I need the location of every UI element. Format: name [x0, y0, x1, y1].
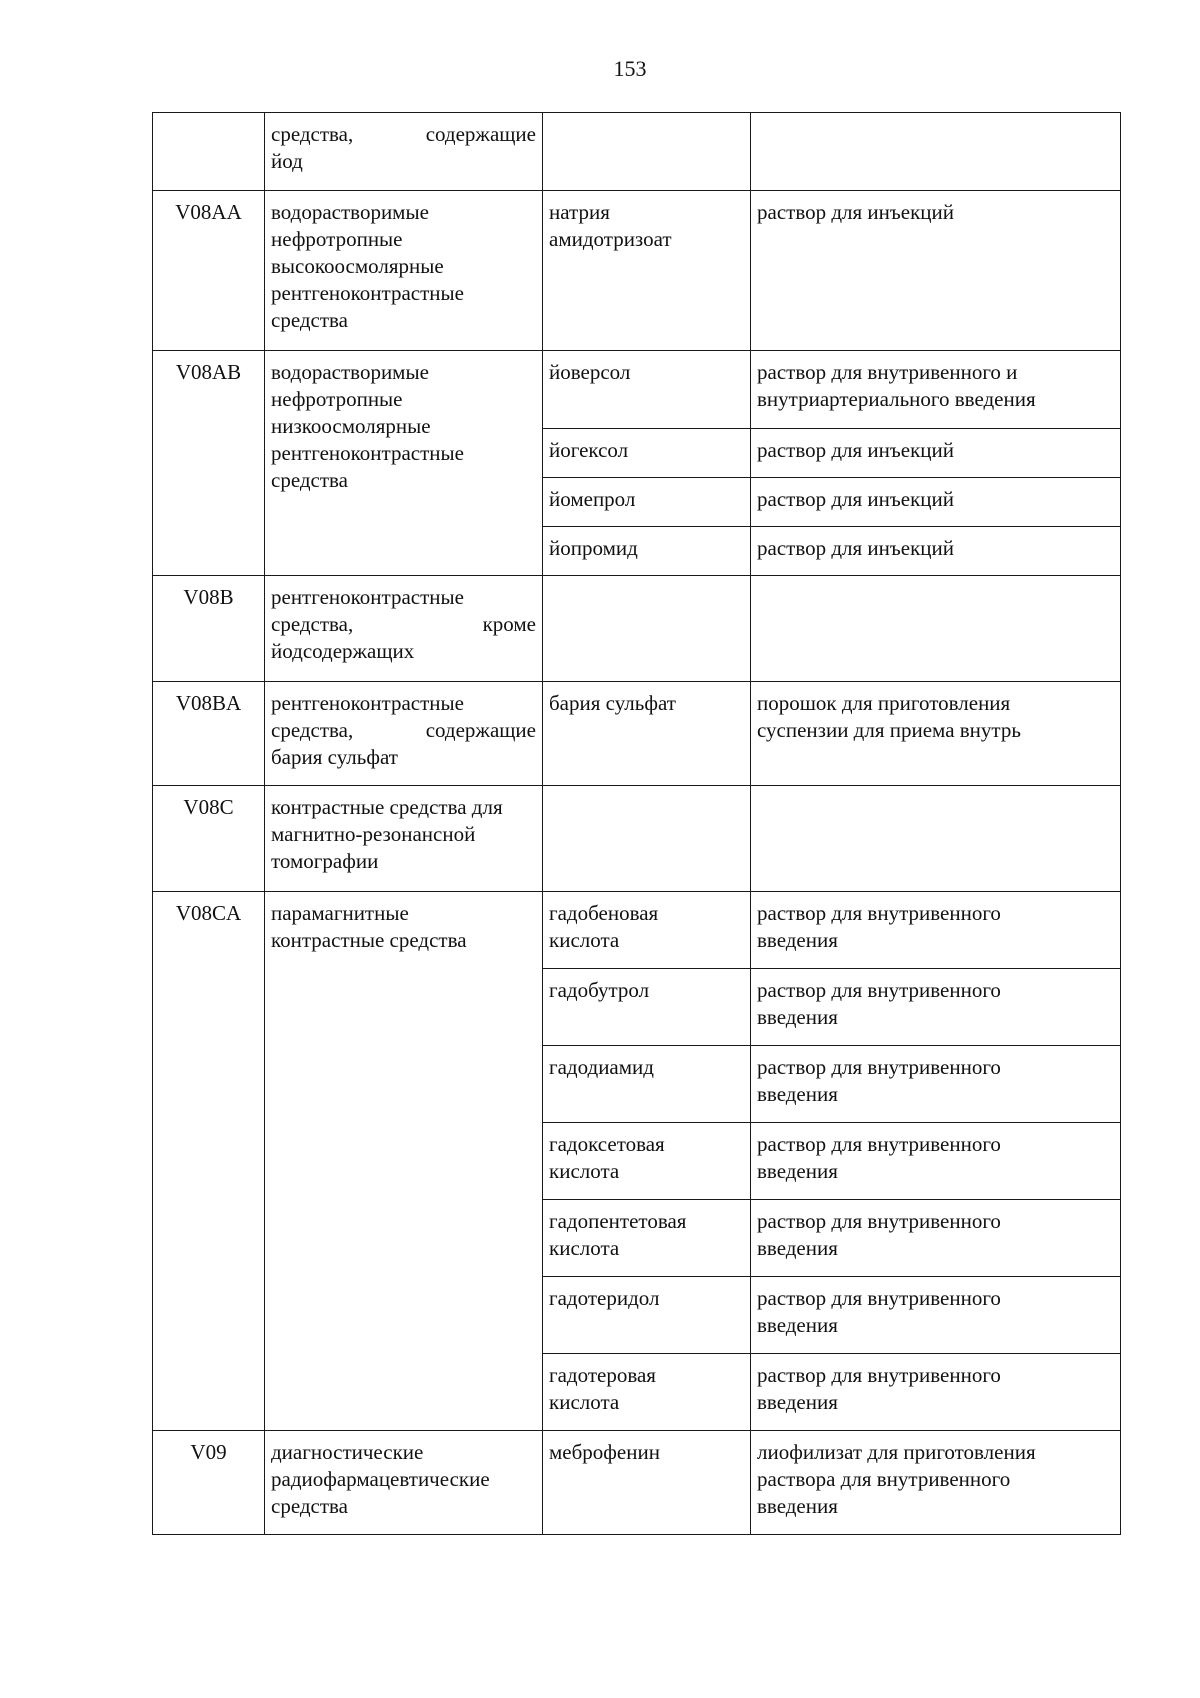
desc-line: водорастворимые [271, 360, 429, 384]
group-description-cell [265, 576, 543, 682]
form-line: внутриартериального введения [757, 387, 1036, 411]
name-line: кислота [549, 928, 620, 952]
drug-name-cell [543, 786, 751, 892]
drug-name-cell: йоверсол [543, 351, 751, 429]
drug-name-cell: йомепрол [543, 478, 751, 527]
desc-line: средства, содержащие [271, 122, 536, 146]
form-line: введения [757, 928, 838, 952]
form-line: введения [757, 1082, 838, 1106]
dosage-form-cell [751, 786, 1121, 892]
desc-line: йод [271, 149, 303, 173]
name-line: гадобеновая [549, 901, 659, 925]
form-line: введения [757, 1313, 838, 1337]
atc-code-cell: V08AB [153, 351, 265, 576]
form-line: раствор для внутривенного [757, 1363, 1001, 1387]
desc-line: диагностические [271, 1440, 424, 1464]
desc-line: средства, содержащие [271, 718, 536, 742]
group-description-cell [265, 682, 543, 786]
desc-line: бария сульфат [271, 745, 398, 769]
dosage-form-cell [751, 1123, 1121, 1200]
name-line: гадодиамид [549, 1055, 654, 1079]
table-row [153, 682, 1121, 786]
atc-code-cell: V09 [153, 1431, 265, 1535]
name-line: гадотеридол [549, 1286, 660, 1310]
form-line: раствор для внутривенного [757, 1286, 1001, 1310]
dosage-form-cell [751, 1431, 1121, 1535]
atc-code-cell: V08B [153, 576, 265, 682]
table-row [153, 786, 1121, 892]
name-line: натрия [549, 200, 610, 224]
desc-line: низкоосмолярные [271, 414, 431, 438]
group-description-cell [265, 113, 543, 191]
name-line: гадопентетовая [549, 1209, 687, 1233]
dosage-form-cell: раствор для инъекций [751, 429, 1121, 478]
drug-name-cell [543, 1046, 751, 1123]
atc-code-cell: V08CA [153, 892, 265, 1431]
desc-line: средства [271, 468, 349, 492]
desc-line: томографии [271, 849, 379, 873]
desc-line: средства [271, 1494, 349, 1518]
dosage-form-cell: раствор для инъекций [751, 527, 1121, 576]
desc-line: средства [271, 308, 349, 332]
drug-name-cell [543, 191, 751, 351]
drug-name-cell: меброфенин [543, 1431, 751, 1535]
desc-line: йодсодержащих [271, 639, 415, 663]
atc-code-cell: V08C [153, 786, 265, 892]
form-line: введения [757, 1005, 838, 1029]
form-line: порошок для приготовления [757, 691, 1011, 715]
group-description-cell [265, 351, 543, 576]
table-row [153, 892, 1121, 969]
drug-name-cell [543, 892, 751, 969]
form-line: введения [757, 1159, 838, 1183]
dosage-form-cell [751, 969, 1121, 1046]
table-row [153, 576, 1121, 682]
form-line: раствор для внутривенного [757, 1055, 1001, 1079]
group-description-cell [265, 786, 543, 892]
desc-line: нефротропные [271, 387, 403, 411]
desc-line: высокоосмолярные [271, 254, 444, 278]
group-description-cell [265, 1431, 543, 1535]
form-line: раствор для внутривенного [757, 901, 1001, 925]
atc-code-cell: V08AA [153, 191, 265, 351]
group-description-cell [265, 191, 543, 351]
dosage-form-cell [751, 576, 1121, 682]
desc-line: рентгеноконтрастные [271, 441, 464, 465]
form-line: раствор для внутривенного [757, 1209, 1001, 1233]
drug-name-cell: йогексол [543, 429, 751, 478]
drug-name-cell [543, 1354, 751, 1431]
drug-name-cell [543, 576, 751, 682]
dosage-form-cell [751, 1354, 1121, 1431]
dosage-form-cell [751, 113, 1121, 191]
drug-name-cell: йопромид [543, 527, 751, 576]
form-line: раствор для внутривенного [757, 1132, 1001, 1156]
desc-line: магнитно-резонансной [271, 822, 476, 846]
drug-name-cell [543, 113, 751, 191]
desc-line: водорастворимые [271, 200, 429, 224]
form-line: раствора для внутривенного [757, 1467, 1011, 1491]
dosage-form-cell: раствор для инъекций [751, 478, 1121, 527]
desc-line: радиофармацевтические [271, 1467, 490, 1491]
drug-classification-table [152, 112, 1121, 1535]
page-number: 153 [613, 56, 647, 81]
form-line: введения [757, 1390, 838, 1414]
group-description-cell [265, 892, 543, 1431]
name-line: кислота [549, 1390, 620, 1414]
drug-name-cell [543, 1277, 751, 1354]
form-line: введения [757, 1494, 838, 1518]
form-line: раствор для внутривенного [757, 978, 1001, 1002]
form-line: лиофилизат для приготовления [757, 1440, 1036, 1464]
atc-code-cell: V08BA [153, 682, 265, 786]
desc-line: нефротропные [271, 227, 403, 251]
table-row [153, 191, 1121, 351]
desc-line: рентгеноконтрастные [271, 281, 464, 305]
name-line: кислота [549, 1159, 620, 1183]
name-line: гадотеровая [549, 1363, 656, 1387]
atc-code-cell [153, 113, 265, 191]
table-row [153, 113, 1121, 191]
dosage-form-cell [751, 1046, 1121, 1123]
desc-line: контрастные средства для [271, 795, 503, 819]
desc-line: рентгеноконтрастные [271, 585, 464, 609]
dosage-form-cell [751, 1277, 1121, 1354]
dosage-form-cell [751, 351, 1121, 429]
table-row [153, 1431, 1121, 1535]
drug-name-cell [543, 969, 751, 1046]
name-line: гадоксетовая [549, 1132, 665, 1156]
drug-name-cell [543, 1123, 751, 1200]
dosage-form-cell [751, 682, 1121, 786]
desc-line: средства, кроме [271, 612, 536, 636]
form-line: суспензии для приема внутрь [757, 718, 1021, 742]
dosage-form-cell [751, 1200, 1121, 1277]
name-line: гадобутрол [549, 978, 650, 1002]
table-row [153, 351, 1121, 429]
dosage-form-cell [751, 892, 1121, 969]
desc-line: рентгеноконтрастные [271, 691, 464, 715]
desc-line: контрастные средства [271, 928, 467, 952]
form-line: введения [757, 1236, 838, 1260]
name-line: амидотризоат [549, 227, 672, 251]
form-line: раствор для внутривенного и [757, 360, 1018, 384]
desc-line: парамагнитные [271, 901, 409, 925]
dosage-form-cell: раствор для инъекций [751, 191, 1121, 351]
name-line: кислота [549, 1236, 620, 1260]
drug-name-cell: бария сульфат [543, 682, 751, 786]
drug-name-cell [543, 1200, 751, 1277]
